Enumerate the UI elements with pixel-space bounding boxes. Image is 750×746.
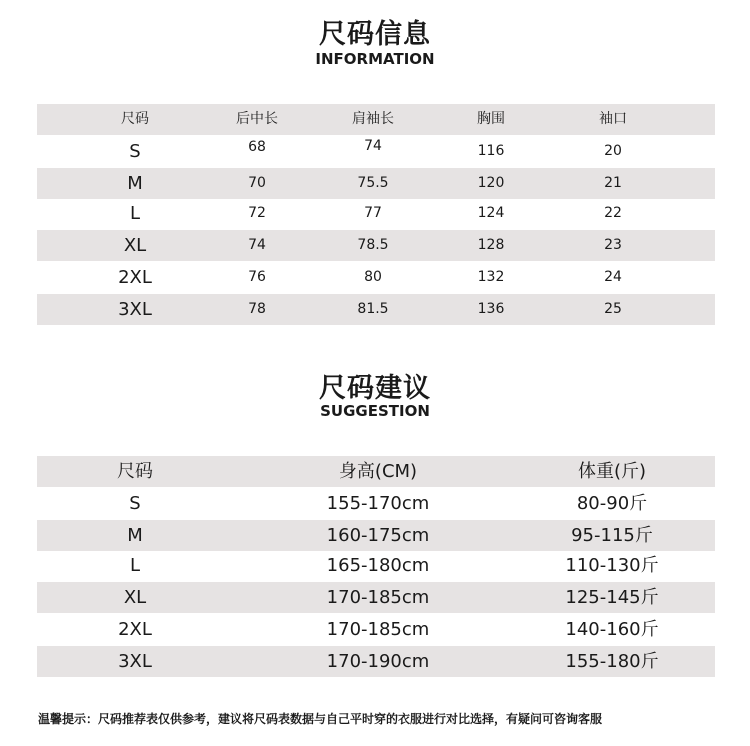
header-cell: 后中长 xyxy=(236,111,278,127)
table-cell: 95-115斤 xyxy=(571,525,653,546)
header-cell: 胸围 xyxy=(477,111,505,127)
table-cell: 24 xyxy=(604,269,622,285)
table-row xyxy=(37,168,715,199)
table-cell: 170-185cm xyxy=(326,619,430,640)
table-cell: 68 xyxy=(248,139,266,155)
table-cell: 80 xyxy=(364,269,382,285)
footer-note: 温馨提示：尺码推荐表仅供参考，建议将尺码表数据与自己平时穿的衣服进行对比选择，有疑问可咨询客服 xyxy=(38,712,603,726)
table-cell: 75.5 xyxy=(357,175,389,191)
header-cell: 尺码 xyxy=(117,461,153,482)
table-row xyxy=(37,198,715,229)
table-cell: 124 xyxy=(477,205,505,221)
table-cell: 78.5 xyxy=(357,237,389,253)
table-cell: 140-160斤 xyxy=(565,619,659,640)
size-cell: 2XL xyxy=(118,619,152,640)
table-cell: 125-145斤 xyxy=(565,587,659,608)
size-cell: XL xyxy=(123,587,147,608)
size-cell: S xyxy=(129,493,141,514)
table-row xyxy=(37,646,715,677)
info-title: 尺码信息 xyxy=(319,19,431,50)
size-cell: S xyxy=(129,141,141,162)
table-header-row xyxy=(37,456,715,487)
table-cell: 80-90斤 xyxy=(576,493,648,514)
table-cell: 170-190cm xyxy=(326,651,430,672)
size-cell: M xyxy=(127,525,143,546)
table-cell: 110-130斤 xyxy=(565,555,659,576)
table-cell: 72 xyxy=(248,205,266,221)
table-cell: 128 xyxy=(477,237,505,253)
size-cell: M xyxy=(127,173,143,194)
table-cell: 25 xyxy=(604,301,622,317)
table-row xyxy=(37,230,715,261)
size-cell: 2XL xyxy=(118,267,152,288)
table-cell: 20 xyxy=(604,143,622,159)
header-cell: 肩袖长 xyxy=(352,111,394,127)
table-cell: 76 xyxy=(248,269,266,285)
suggestion-title: 尺码建议 xyxy=(319,373,431,404)
table-row xyxy=(37,614,715,645)
table-cell: 81.5 xyxy=(357,301,389,317)
table-cell: 120 xyxy=(477,175,505,191)
table-cell: 78 xyxy=(248,301,266,317)
table-cell: 23 xyxy=(604,237,622,253)
header-cell: 袖口 xyxy=(599,111,627,127)
size-cell: 3XL xyxy=(118,299,152,320)
table-cell: 22 xyxy=(604,205,622,221)
header-cell: 尺码 xyxy=(121,111,149,127)
size-cell: L xyxy=(129,555,141,576)
table-row xyxy=(37,262,715,293)
table-cell: 165-180cm xyxy=(326,555,430,576)
table-cell: 116 xyxy=(477,143,505,159)
info-subtitle: INFORMATION xyxy=(315,50,435,68)
table-row xyxy=(37,520,715,551)
header-cell: 身高(CM) xyxy=(338,461,418,482)
table-cell: 74 xyxy=(364,138,382,154)
table-cell: 21 xyxy=(604,175,622,191)
size-cell: XL xyxy=(123,235,147,256)
suggestion-subtitle: SUGGESTION xyxy=(320,402,430,420)
table-row xyxy=(37,582,715,613)
table-row xyxy=(37,488,715,519)
table-cell: 132 xyxy=(477,269,505,285)
table-row xyxy=(37,294,715,325)
header-cell: 体重(斤) xyxy=(577,461,647,482)
table-cell: 170-185cm xyxy=(326,587,430,608)
table-cell: 74 xyxy=(248,237,266,253)
table-row xyxy=(37,550,715,581)
size-cell: 3XL xyxy=(118,651,152,672)
size-cell: L xyxy=(129,203,141,224)
table-cell: 70 xyxy=(248,175,266,191)
table-row xyxy=(37,136,715,167)
table-cell: 136 xyxy=(477,301,505,317)
table-cell: 77 xyxy=(364,205,382,221)
table-cell: 160-175cm xyxy=(326,525,430,546)
table-cell: 155-180斤 xyxy=(565,651,659,672)
table-cell: 155-170cm xyxy=(326,493,430,514)
